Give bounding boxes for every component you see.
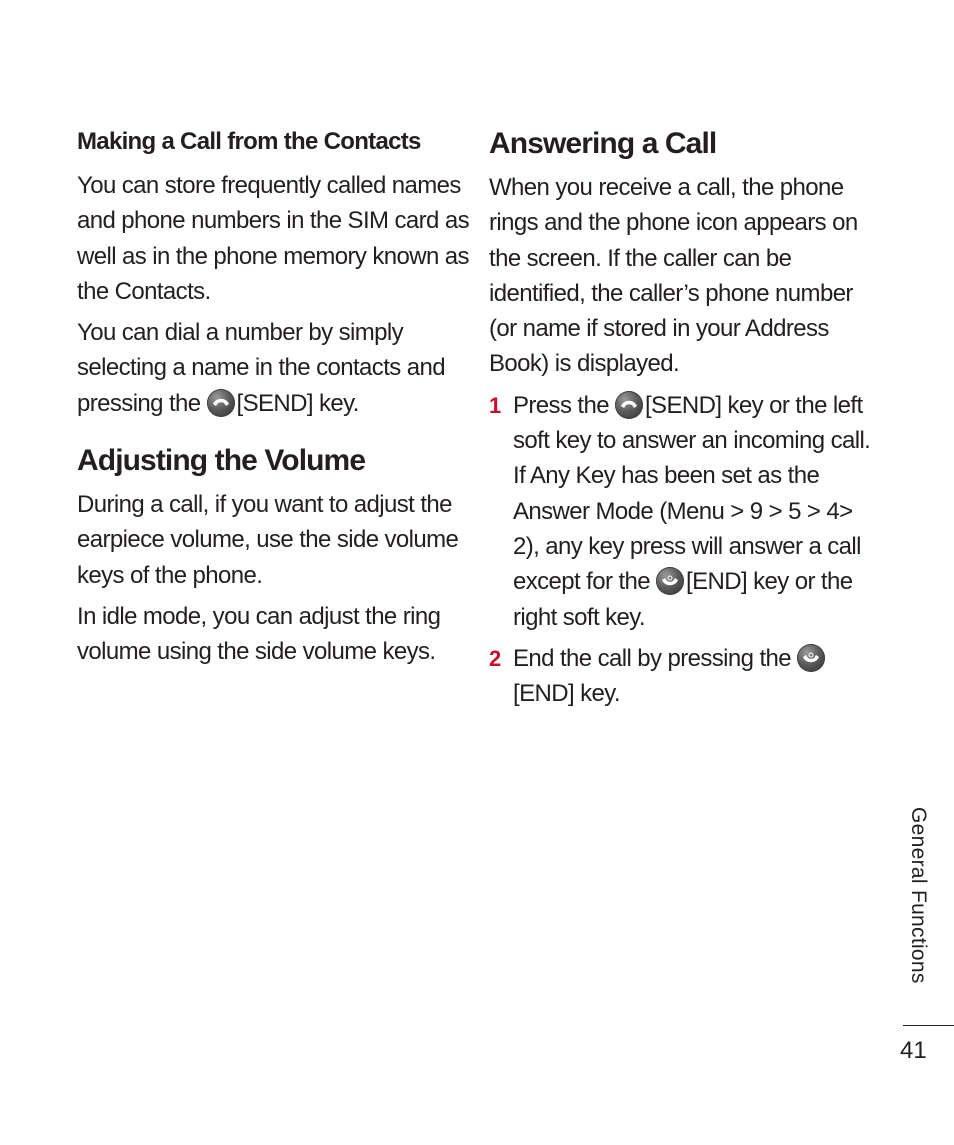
step-1-text-b: [SEND] key or the left soft key to answer an incoming call. If Any Key has been set as the Answer Mode (Menu > 9 > 5 > 4> 2), any key press will answer a call except for the [513, 391, 871, 596]
step-text [513, 388, 879, 635]
contacts-paragraph-1: You can store frequently called names and phone numbers in the SIM card as well as in the phone memory known as the Contacts. [77, 172, 469, 305]
answer-paragraph: When you receive a call, the phone rings and the phone icon appears on the screen. If the caller can be identified, the caller’s phone number (or name if stored in your Address Book) is displayed. [489, 174, 858, 378]
page-number: 41 [900, 1037, 927, 1064]
end-key-icon [656, 567, 684, 595]
footer-divider [903, 1025, 954, 1026]
volume-heading: Adjusting the Volume [77, 444, 366, 478]
answer-heading: Answering a Call [489, 127, 717, 160]
end-key-icon [797, 644, 825, 672]
step-number: 2 [489, 645, 501, 671]
send-key-icon [615, 391, 643, 419]
volume-paragraph-2: In idle mode, you can adjust the ring volume using the side volume keys. [77, 602, 441, 666]
volume-paragraph-1: During a call, if you want to adjust the earpiece volume, use the side volume keys of the phone. [77, 491, 459, 589]
step-1-text-a: Press the [513, 391, 609, 419]
step-2-text-b: [END] key. [513, 680, 620, 708]
contacts-p2-key: [SEND] key. [236, 389, 359, 417]
section-label: General Functions [907, 807, 930, 984]
contacts-heading: Making a Call from the Contacts [77, 128, 421, 155]
step-1-text-c: [END] key or the right soft key. [513, 568, 853, 631]
step-1 [489, 388, 879, 635]
step-2-text-a: End the call by pressing the [513, 644, 792, 672]
step-number: 1 [489, 392, 501, 418]
contacts-p2-text: You can dial a number by simply selecting a name in the contacts and pressing the [77, 319, 445, 417]
send-key-icon [207, 389, 235, 417]
left-column [77, 122, 472, 676]
right-column [489, 122, 879, 717]
contacts-paragraph-2 [77, 315, 472, 421]
step-text [513, 641, 879, 712]
step-2 [489, 641, 879, 712]
